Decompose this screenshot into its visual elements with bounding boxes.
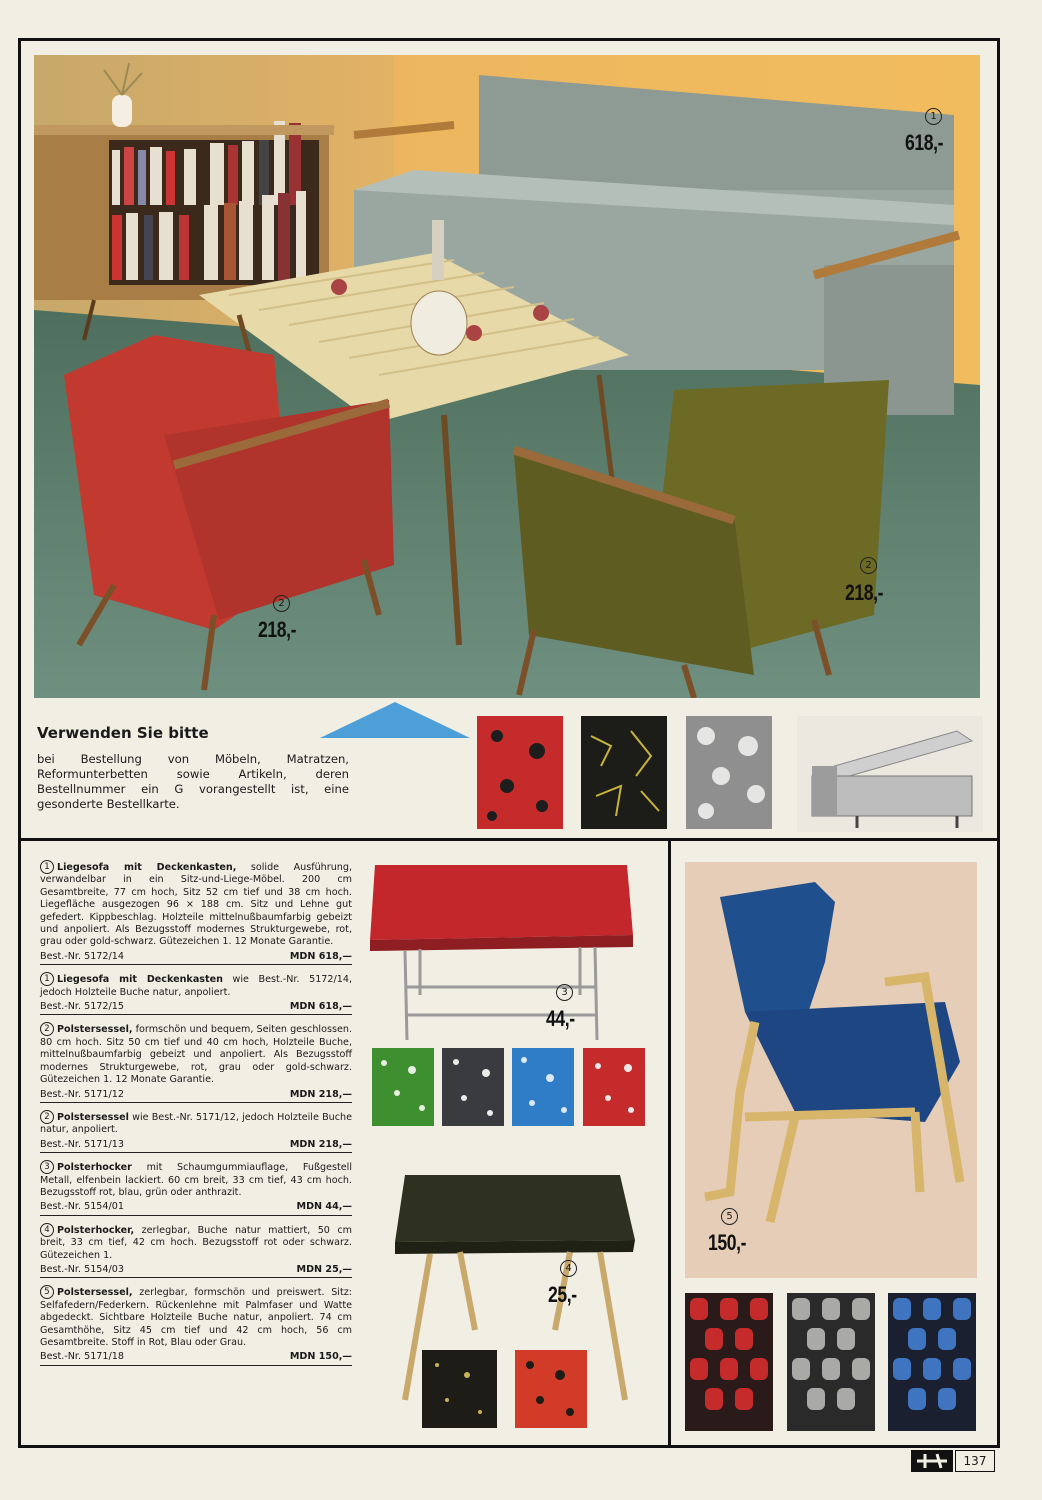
living-room-illustration (34, 55, 980, 698)
stool-wood-item-number: 4 (560, 1260, 577, 1277)
item-price: MDN 44,— (296, 1201, 352, 1213)
order-number: Best.-Nr. 5171/12 (40, 1088, 124, 1100)
order-number: Best.-Nr. 5172/15 (40, 1001, 124, 1013)
fabric-swatch-red-small (583, 1048, 645, 1126)
armchair-price: 150,- (708, 1230, 747, 1255)
item-price: MDN 218,— (289, 1088, 352, 1100)
fabric-swatch-gold-black (581, 716, 667, 829)
stool-metal-price: 44,- (546, 1006, 575, 1031)
item-description: formschön und bequem, Seiten geschlossen. 80 cm hoch. Sitz 50 cm tief und 40 cm hoch, Holzteile Buche, mittelnußbaumfarbig gebeizt und anpoliert. Als Bezugsstoff modernes Strukturgewebe, rot, grau oder gold-schwarz. Gütezeichen 1. 12 Monate Garantie. (40, 1024, 352, 1086)
item-number: 5 (40, 1285, 54, 1299)
catalog-logo-icon (911, 1450, 953, 1472)
product-list (40, 860, 352, 1373)
item-price: MDN 150,— (289, 1351, 352, 1363)
sofa-storage-photo (797, 716, 983, 832)
list-item (40, 1160, 352, 1216)
item-description: wie Best.-Nr. 5172/14, jedoch Holzteile Buche natur, anpoliert. (40, 974, 353, 998)
item-description: zerlegbar, formschön und preiswert. Sitz: Selfafedern/Federkern. Rückenlehne mit Palmfaser und Watte abgedeckt. Sichtbare Holzteile Buche natur, anpoliert. 74 cm Gesamthöhe, Sitz 45 cm tief und 42 cm hoch, 56 cm Gesamtbreite. Stoff in Rot, Blau oder Grau. (40, 1287, 352, 1348)
fabric-swatch-red-black (515, 1350, 587, 1428)
item-price: MDN 218,— (289, 1138, 352, 1150)
column-divider (668, 838, 671, 1448)
item-description: mit Schaumgummiauflage, Fußgestell Metall, elfenbein lackiert. 60 cm breit, 33 cm tief, 43 cm hoch. Bezugsstoff rot, blau, grün oder anthrazit. (40, 1162, 352, 1198)
list-item (40, 1110, 352, 1153)
fabric-swatch-blue (512, 1048, 574, 1126)
item-number: 1 (40, 860, 54, 874)
fabric-swatch-red-hex (685, 1293, 773, 1431)
order-number: Best.-Nr. 5154/03 (40, 1263, 124, 1275)
fabric-swatch-grey (686, 716, 772, 829)
stool-metal-item-number: 3 (556, 984, 573, 1001)
chair-right-price: 218,- (845, 580, 884, 605)
section-divider (18, 838, 1000, 841)
item-name: Polsterhocker (57, 1162, 132, 1174)
chair-left-item-number: 2 (273, 595, 290, 612)
item-number: 2 (40, 1110, 54, 1124)
item-name: Polstersessel, (57, 1024, 133, 1036)
fabric-swatch-anthracite (442, 1048, 504, 1126)
fabric-swatch-green (372, 1048, 434, 1126)
item-description: zerlegbar, Buche natur mattiert, 50 cm breit, 33 cm tief, 42 cm hoch. Bezugsstoff rot oder schwarz. Gütezeichen 1. (40, 1224, 352, 1261)
fabric-swatch-blue-hex (888, 1293, 976, 1431)
sofa-price: 618,- (905, 130, 944, 155)
order-number: Best.-Nr. 5172/14 (40, 950, 124, 962)
stool-wood-price: 25,- (548, 1282, 577, 1307)
item-name: Polstersessel, (57, 1287, 133, 1299)
living-room-scene (34, 55, 980, 698)
item-name: Liegesofa mit Deckenkasten (57, 974, 223, 986)
sofa-item-number: 1 (925, 108, 942, 125)
list-item (40, 1223, 352, 1279)
notice-body: bei Bestellung von Möbeln, Matratzen, Reformunterbetten sowie Artikeln, deren Bestellnummer ein G vorangestellt ist, eine gesonderte Bestellkarte. (37, 752, 349, 811)
stool-metal-illustration (365, 865, 635, 1050)
item-name: Polstersessel (57, 1111, 129, 1123)
chair-right-item-number: 2 (860, 557, 877, 574)
list-item (40, 1022, 352, 1102)
order-number: Best.-Nr. 5171/18 (40, 1351, 124, 1363)
item-price: MDN 618,— (289, 1001, 352, 1013)
list-item (40, 972, 352, 1015)
page-number: 137 (955, 1450, 995, 1472)
chair-left-price: 218,- (258, 617, 297, 642)
item-description: solide Ausführung, verwandelbar in ein Sitz-und-Liege-Möbel. 200 cm Gesamtbreite, 77 cm hoch, Sitz 52 cm tief und 38 cm hoch. Liegefläche ausgezogen 96 × 188 cm. Sitz und Lehne gut gefedert. Kippbeschlag. Holzteile mittelnußbaumfarbig gebeizt und anpoliert. Als Bezugsstoff modernes Strukturgewebe, rot, grau oder gold-schwarz. Gütezeichen 1. 12 Monate Garantie. (40, 862, 352, 948)
pointer-triangle-icon (320, 702, 470, 740)
item-price: MDN 25,— (296, 1263, 352, 1275)
item-price: MDN 618,— (289, 950, 352, 962)
order-number: Best.-Nr. 5171/13 (40, 1138, 124, 1150)
item-number: 3 (40, 1160, 54, 1174)
item-name: Polsterhocker, (57, 1224, 135, 1236)
item-description: wie Best.-Nr. 5171/12, jedoch Holzteile Buche natur, anpoliert. (40, 1111, 352, 1136)
item-number: 4 (40, 1223, 54, 1237)
list-item (40, 860, 352, 965)
item-name: Liegesofa mit Deckenkasten, (57, 862, 237, 873)
fabric-swatch-grey-hex (787, 1293, 875, 1431)
armchair-item-number: 5 (721, 1208, 738, 1225)
fabric-swatch-black (422, 1350, 497, 1428)
order-number: Best.-Nr. 5154/01 (40, 1201, 124, 1213)
item-number: 2 (40, 1022, 54, 1036)
fabric-swatch-red (477, 716, 563, 829)
item-number: 1 (40, 972, 54, 986)
list-item (40, 1285, 352, 1365)
notice-title: Verwenden Sie bitte (37, 724, 209, 742)
